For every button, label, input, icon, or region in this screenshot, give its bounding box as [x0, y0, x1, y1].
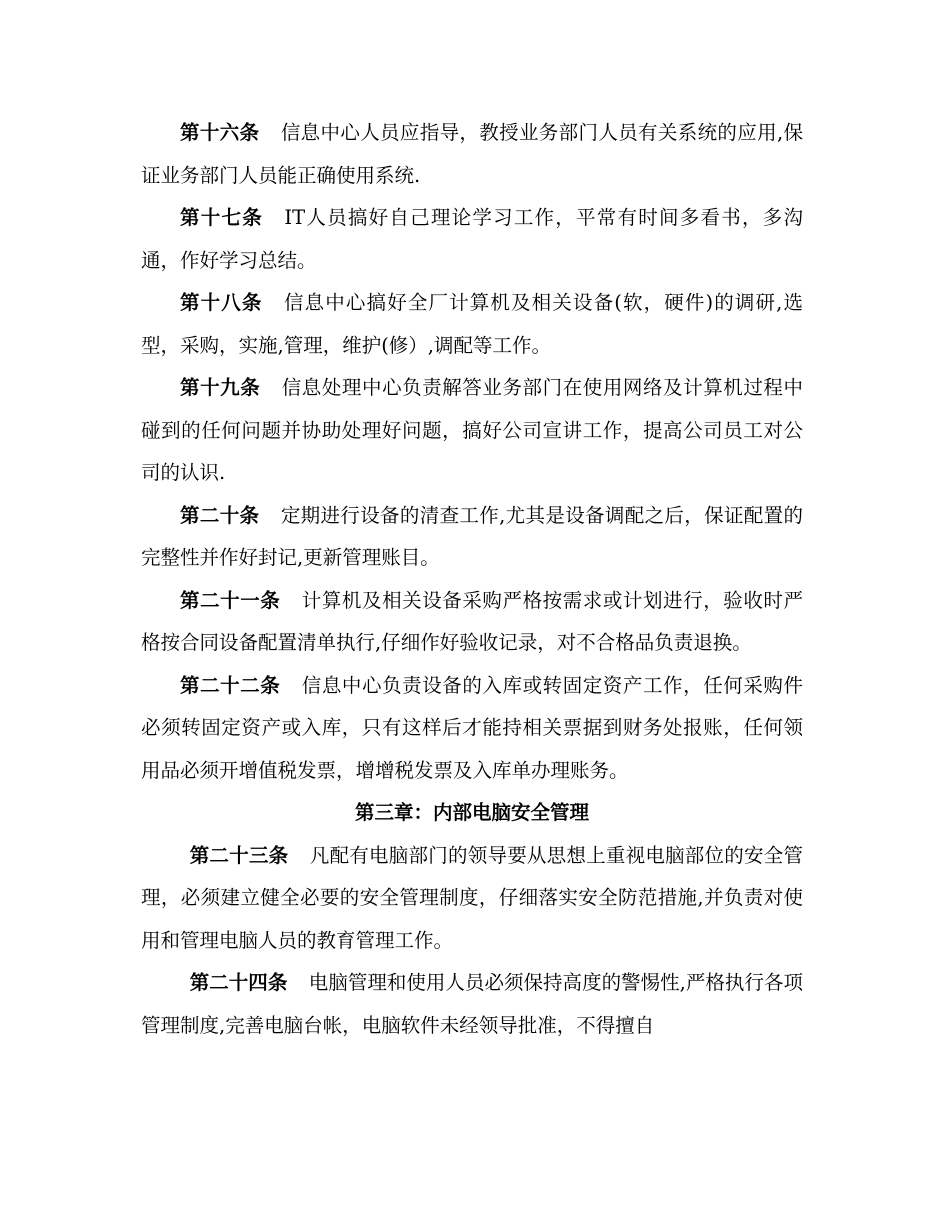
article-text: 信息中心负责设备的入库或转固定资产工作，任何采购件必须转固定资产或入库，只有这样后才能持相关票据到财务处报账，任何领用品必须开增值税发票，增增税发票及入库单办理账务。: [141, 673, 803, 782]
article-20: [141, 495, 803, 580]
chapter-title: 第三章：内部电脑安全管理: [354, 801, 589, 824]
article-text: 凡配有电脑部门的领导要从思想上重视电脑部位的安全管理，必须建立健全必要的安全管理制度，仔细落实安全防范措施,并负责对使用和管理电脑人员的教育管理工作。: [141, 843, 803, 952]
article-text: 信息中心搞好全厂计算机及相关设备(软，硬件)的调研,选型，采购，实施,管理，维护(修）,调配等工作。: [141, 291, 803, 357]
article-21: [141, 580, 803, 665]
article-23: [141, 835, 803, 963]
article-18: [141, 282, 803, 367]
article-17: [141, 197, 803, 282]
article-number: 第二十二条: [180, 673, 281, 697]
article-number: 第二十四条: [189, 971, 288, 994]
article-number: 第十六条: [180, 121, 260, 144]
article-number: 第二十条: [180, 503, 260, 527]
article-text: 电脑管理和使用人员必须保持高度的警惕性,严格执行各项管理制度,完善电脑台帐，电脑软件未经领导批准，不得擅自: [141, 971, 803, 1037]
document-body: [141, 112, 803, 1047]
article-number: 第十九条: [180, 376, 261, 399]
article-number: 第十八条: [180, 291, 263, 314]
article-text: 计算机及相关设备采购严格按需求或计划进行，验收时严格按合同设备配置清单执行,仔细作好验收记录，对不合格品负责退换。: [141, 588, 803, 654]
article-number: 第二十一条: [180, 588, 281, 612]
article-22: [141, 665, 803, 793]
article-text: 信息处理中心负责解答业务部门在使用网络及计算机过程中碰到的任何问题并协助处理好问题，搞好公司宣讲工作，提高公司员工对公司的认识.: [141, 376, 803, 484]
article-24: [141, 962, 803, 1047]
article-16: [141, 112, 803, 197]
article-number: 第二十三条: [189, 843, 289, 867]
article-text: 定期进行设备的清查工作,尤其是设备调配之后，保证配置的完整性并作好封记,更新管理账目。: [141, 503, 803, 569]
article-19: [141, 367, 803, 495]
article-number: 第十七条: [180, 206, 263, 229]
article-text: IT人员搞好自己理论学习工作，平常有时间多看书，多沟通，作好学习总结。: [141, 206, 803, 272]
article-text: 信息中心人员应指导，教授业务部门人员有关系统的应用,保证业务部门人员能正确使用系统.: [141, 121, 803, 187]
